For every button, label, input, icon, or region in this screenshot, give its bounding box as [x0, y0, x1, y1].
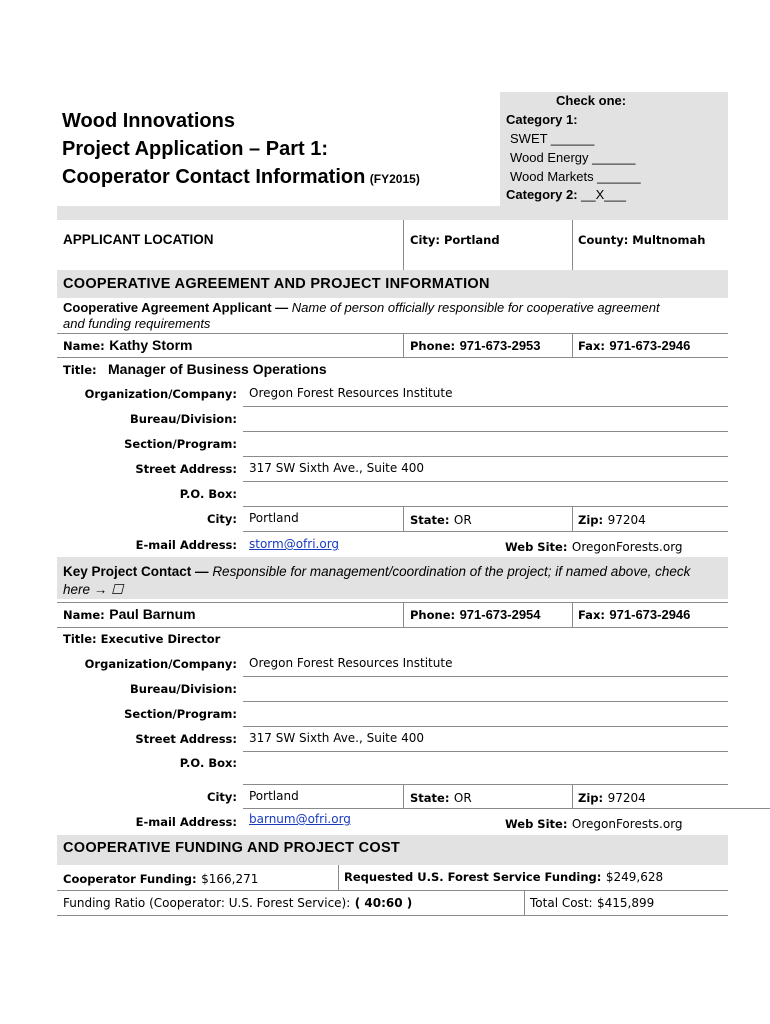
contact-street[interactable]: 317 SW Sixth Ave., Suite 400 — [249, 731, 424, 745]
applicant-name[interactable]: Kathy Storm — [109, 337, 193, 353]
divider — [243, 751, 728, 752]
category-2-label: Category 2: — [506, 187, 578, 202]
contact-phone[interactable]: 971-673-2954 — [459, 607, 541, 622]
key-contact-desc-1: Responsible for management/coordination of the project; if named above, check — [212, 564, 691, 579]
check-one-heading: Check one: — [556, 93, 627, 108]
usfs-funding-value[interactable]: $249,628 — [605, 870, 664, 884]
divider — [243, 431, 728, 432]
coop-funding-value[interactable]: $166,271 — [201, 872, 259, 886]
contact-phone-row — [410, 606, 541, 624]
applicant-title[interactable]: Manager of Business Operations — [108, 361, 327, 377]
applicant-zip[interactable]: 97204 — [607, 513, 646, 527]
applicant-web-row — [505, 538, 683, 556]
divider — [572, 784, 573, 808]
divider — [57, 627, 728, 628]
divider — [243, 406, 728, 407]
contact-zip-row — [578, 789, 646, 807]
divider — [57, 915, 728, 916]
bureau-label: Bureau/Division: — [130, 412, 237, 426]
divider — [243, 726, 728, 727]
contact-web[interactable]: OregonForests.org — [571, 817, 683, 831]
applicant-street[interactable]: 317 SW Sixth Ave., Suite 400 — [249, 461, 424, 475]
divider — [572, 220, 573, 270]
divider — [57, 357, 728, 358]
bureau-label: Bureau/Division: — [130, 682, 237, 696]
fax-label: Fax: — [578, 608, 605, 622]
applicant-phone-row — [410, 337, 541, 355]
funding-heading: COOPERATIVE FUNDING AND PROJECT COST — [63, 840, 401, 856]
coop-applicant-desc-1: Name of person officially responsible for cooperative agreement — [291, 300, 660, 315]
usfs-funding-row — [344, 868, 663, 886]
state-label: State: — [410, 513, 450, 527]
email-label: E-mail Address: — [135, 815, 237, 829]
phone-label: Phone: — [410, 339, 456, 353]
applicant-phone[interactable]: 971-673-2953 — [459, 338, 541, 353]
swet-option[interactable]: SWET ______ — [510, 131, 595, 146]
key-contact-description — [63, 563, 728, 599]
street-label: Street Address: — [135, 732, 237, 746]
funding-ratio-value[interactable]: ( 40:60 ) — [354, 896, 413, 910]
header-divider-band — [57, 206, 728, 220]
zip-label: Zip: — [578, 513, 604, 527]
coop-funding-row — [63, 870, 258, 888]
total-cost-row — [530, 894, 654, 912]
divider — [243, 676, 728, 677]
applicant-state[interactable]: OR — [453, 513, 472, 527]
fax-label: Fax: — [578, 339, 605, 353]
usfs-funding-label: Requested U.S. Forest Service Funding: — [344, 870, 602, 884]
applicant-org[interactable]: Oregon Forest Resources Institute — [249, 386, 453, 400]
street-label: Street Address: — [135, 462, 237, 476]
divider — [243, 481, 728, 482]
divider — [243, 808, 770, 809]
applicant-city-field[interactable]: Portland — [249, 511, 299, 525]
wood-markets-option[interactable]: Wood Markets ______ — [510, 169, 641, 184]
divider — [57, 890, 728, 891]
phone-label: Phone: — [410, 608, 456, 622]
applicant-name-row — [63, 337, 192, 355]
contact-name-row — [63, 606, 196, 624]
city-label: City: — [207, 512, 237, 526]
name-label: Name: — [63, 339, 105, 353]
contact-city-field[interactable]: Portland — [249, 789, 299, 803]
applicant-location-label: APPLICANT LOCATION — [63, 232, 214, 247]
divider — [572, 333, 573, 357]
funding-ratio-label: Funding Ratio (Cooperator: U.S. Forest Service): — [63, 896, 351, 910]
email-label: E-mail Address: — [135, 538, 237, 552]
contact-fax[interactable]: 971-673-2946 — [609, 607, 691, 622]
divider — [57, 602, 728, 603]
fiscal-year: (FY2015) — [369, 172, 420, 186]
category-2-option[interactable] — [506, 187, 626, 202]
divider — [403, 784, 404, 808]
coop-applicant-label: Cooperative Agreement Applicant — — [63, 300, 289, 315]
contact-org[interactable]: Oregon Forest Resources Institute — [249, 656, 453, 670]
applicant-fax[interactable]: 971-673-2946 — [609, 338, 691, 353]
divider — [403, 602, 404, 627]
contact-email-link[interactable]: barnum@ofri.org — [249, 812, 351, 826]
divider — [243, 456, 728, 457]
divider — [572, 506, 573, 531]
divider — [403, 220, 404, 270]
contact-state[interactable]: OR — [453, 791, 472, 805]
applicant-fax-row — [578, 337, 690, 355]
wood-energy-option[interactable]: Wood Energy ______ — [510, 150, 636, 165]
key-contact-label: Key Project Contact — — [63, 564, 209, 579]
web-label: Web Site: — [505, 817, 568, 831]
funding-ratio-row — [63, 894, 412, 912]
state-label: State: — [410, 791, 450, 805]
applicant-email-link[interactable]: storm@ofri.org — [249, 537, 340, 551]
section-label: Section/Program: — [124, 707, 237, 721]
pobox-label: P.O. Box: — [179, 756, 237, 770]
coop-section-heading: COOPERATIVE AGREEMENT AND PROJECT INFORMATION — [63, 276, 490, 292]
divider — [243, 531, 728, 532]
divider — [57, 333, 728, 334]
web-label: Web Site: — [505, 540, 568, 554]
title-label: Title: — [63, 363, 97, 377]
coop-applicant-desc-2: and funding requirements — [63, 316, 211, 331]
applicant-state-row — [410, 511, 472, 529]
org-label: Organization/Company: — [84, 657, 237, 671]
pobox-label: P.O. Box: — [179, 487, 237, 501]
contact-state-row — [410, 789, 472, 807]
divider — [338, 865, 339, 890]
section-label: Section/Program: — [124, 437, 237, 451]
coop-funding-label: Cooperator Funding: — [63, 872, 197, 886]
divider — [572, 602, 573, 627]
divider — [524, 890, 525, 915]
category-1-label: Category 1: — [506, 112, 578, 127]
divider — [403, 333, 404, 357]
divider — [243, 506, 728, 507]
zip-label: Zip: — [578, 791, 604, 805]
contact-web-row — [505, 815, 683, 833]
category-2-value: __X___ — [581, 187, 626, 202]
name-label: Name: — [63, 608, 105, 622]
contact-name[interactable]: Paul Barnum — [109, 606, 196, 622]
applicant-web[interactable]: OregonForests.org — [571, 540, 683, 554]
applicant-city: City: Portland — [410, 233, 500, 247]
applicant-zip-row — [578, 511, 646, 529]
form-title-line-2: Project Application – Part 1: — [62, 138, 328, 160]
total-cost-label: Total Cost: — [530, 896, 593, 910]
divider — [243, 701, 728, 702]
contact-zip[interactable]: 97204 — [607, 791, 646, 805]
total-cost-value[interactable]: $415,899 — [597, 896, 655, 910]
form-title-text: Cooperator Contact Information — [62, 166, 366, 188]
form-title-line-3 — [62, 163, 420, 191]
divider — [403, 506, 404, 531]
applicant-county: County: Multnomah — [578, 233, 706, 247]
city-label: City: — [207, 790, 237, 804]
form-title-line-1: Wood Innovations — [62, 110, 235, 132]
divider — [243, 784, 728, 785]
org-label: Organization/Company: — [84, 387, 237, 401]
coop-applicant-description — [63, 300, 728, 332]
contact-fax-row — [578, 606, 690, 624]
key-contact-checkbox[interactable]: here → ☐ — [63, 582, 124, 597]
contact-title[interactable]: Title: Executive Director — [63, 632, 221, 646]
